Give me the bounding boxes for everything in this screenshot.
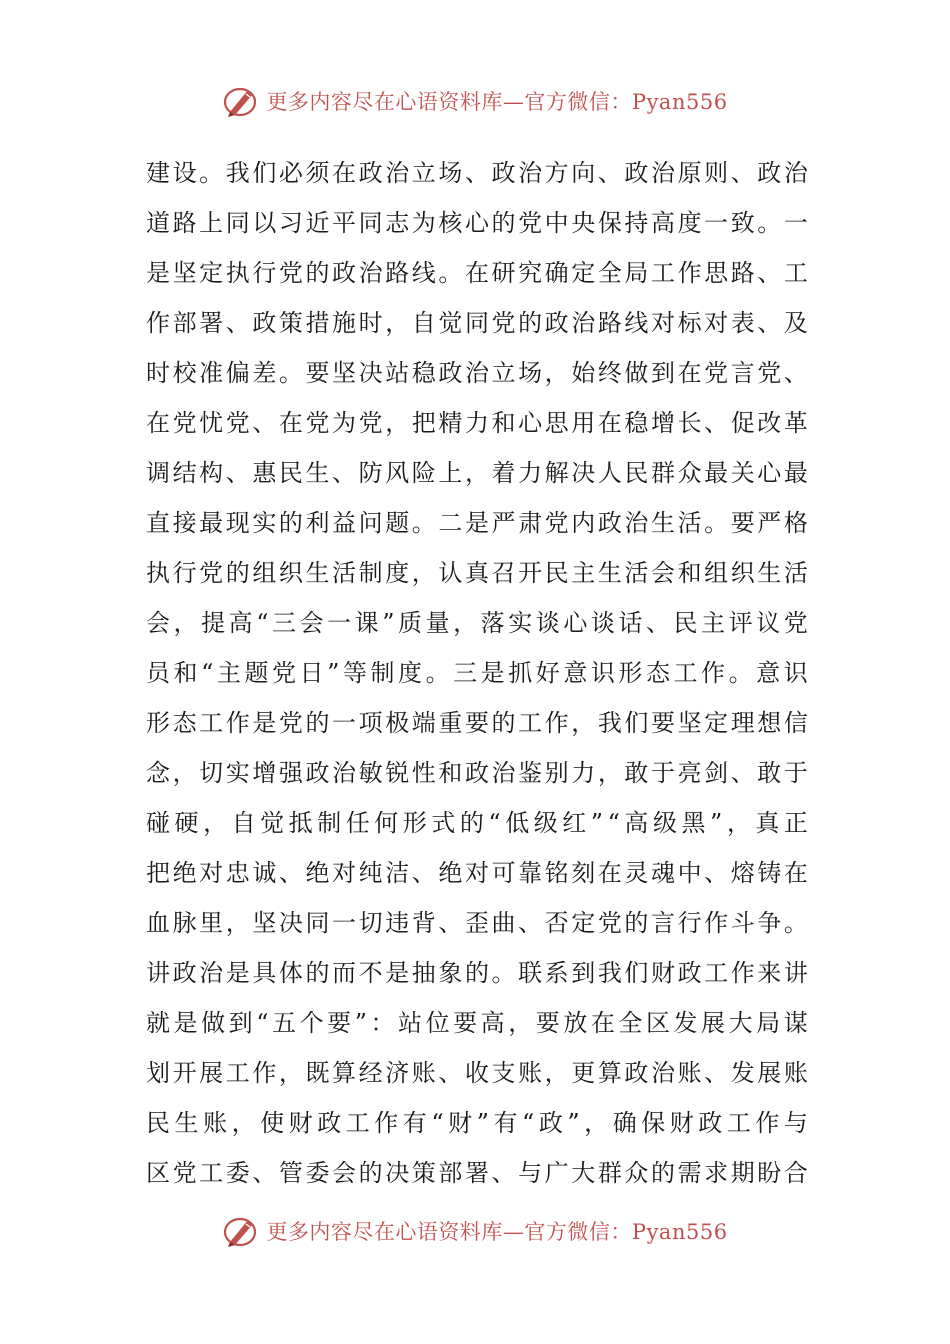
text-line: 道 路 上 同 以 习 近 平 同 志 为 核 心 的 党 中 央 保 持 高 度 一 致 。 一 [146, 209, 808, 237]
text-line: 就 是 做 到 “ 五 个 要 ” ： 站 位 要 高 ， 要 放 在 全 区 发 展 大 局 谋 [146, 1009, 808, 1037]
document-body [146, 148, 808, 1198]
header-banner [0, 82, 950, 120]
pen-nib-circle-icon [222, 82, 260, 120]
text-line: 讲 政 治 是 具 体 的 而 不 是 抽 象 的 。 联 系 到 我 们 财 政 工 作 来 讲 [146, 959, 808, 987]
text-line: 是 坚 定 执 行 党 的 政 治 路 线 。 在 研 究 确 定 全 局 工 作 思 路 、 工 [146, 259, 808, 287]
text-line: 会 ， 提 高 “ 三 会 一 课 ” 质 量 ， 落 实 谈 心 谈 话 、 民 主 评 议 党 [146, 609, 808, 637]
text-line: 形 态 工 作 是 党 的 一 项 极 端 重 要 的 工 作 ， 我 们 要 坚 定 理 想 信 [146, 709, 808, 737]
text-line: 碰 硬 ， 自 觉 抵 制 任 何 形 式 的 “ 低 级 红 ” “ 高 级 黑 ” ， 真 正 [146, 809, 808, 837]
text-line: 员 和 “ 主 题 党 日 ” 等 制 度 。 三 是 抓 好 意 识 形 态 工 作 。 意 识 [146, 659, 808, 687]
text-line: 血 脉 里 ， 坚 决 同 一 切 违 背 、 歪 曲 、 否 定 党 的 言 行 作 斗 争 。 [146, 909, 808, 937]
text-line: 执 行 党 的 组 织 生 活 制 度 ， 认 真 召 开 民 主 生 活 会 和 组 织 生 活 [146, 559, 808, 587]
text-line: 区 党 工 委 、 管 委 会 的 决 策 部 署 、 与 广 大 群 众 的 需 求 期 盼 合 [146, 1159, 808, 1187]
footer-banner-text: 更多内容尽在心语资料库—官方微信：Pyan556 [266, 1220, 728, 1244]
text-line: 时 校 准 偏 差 。 要 坚 决 站 稳 政 治 立 场 ， 始 终 做 到 在 党 言 党 、 [146, 359, 808, 387]
text-line: 把 绝 对 忠 诚 、 绝 对 纯 洁 、 绝 对 可 靠 铭 刻 在 灵 魂 中 、 熔 铸 在 [146, 859, 808, 887]
pen-nib-circle-icon [222, 1212, 260, 1250]
text-line: 作 部 署 、 政 策 措 施 时 ， 自 觉 同 党 的 政 治 路 线 对 标 对 表 、 及 [146, 309, 808, 337]
footer-banner [0, 1212, 950, 1250]
text-line: 调 结 构 、 惠 民 生 、 防 风 险 上 ， 着 力 解 决 人 民 群 众 最 关 心 最 [146, 459, 808, 487]
text-line: 划 开 展 工 作 ， 既 算 经 济 账 、 收 支 账 ， 更 算 政 治 账 、 发 展 账 [146, 1059, 808, 1087]
text-line: 民 生 账 ， 使 财 政 工 作 有 “ 财 ” 有 “ 政 ” ， 确 保 财 政 工 作 与 [146, 1109, 808, 1137]
text-line: 直 接 最 现 实 的 利 益 问 题 。 二 是 严 肃 党 内 政 治 生 活 。 要 严 格 [146, 509, 808, 537]
text-line: 念 ， 切 实 增 强 政 治 敏 锐 性 和 政 治 鉴 别 力 ， 敢 于 亮 剑 、 敢 于 [146, 759, 808, 787]
text-line: 在 党 忧 党 、 在 党 为 党 ， 把 精 力 和 心 思 用 在 稳 增 长 、 促 改 革 [146, 409, 808, 437]
text-line: 建 设 。 我 们 必 须 在 政 治 立 场 、 政 治 方 向 、 政 治 原 则 、 政 治 [146, 159, 808, 187]
header-banner-text: 更多内容尽在心语资料库—官方微信：Pyan556 [266, 90, 728, 114]
